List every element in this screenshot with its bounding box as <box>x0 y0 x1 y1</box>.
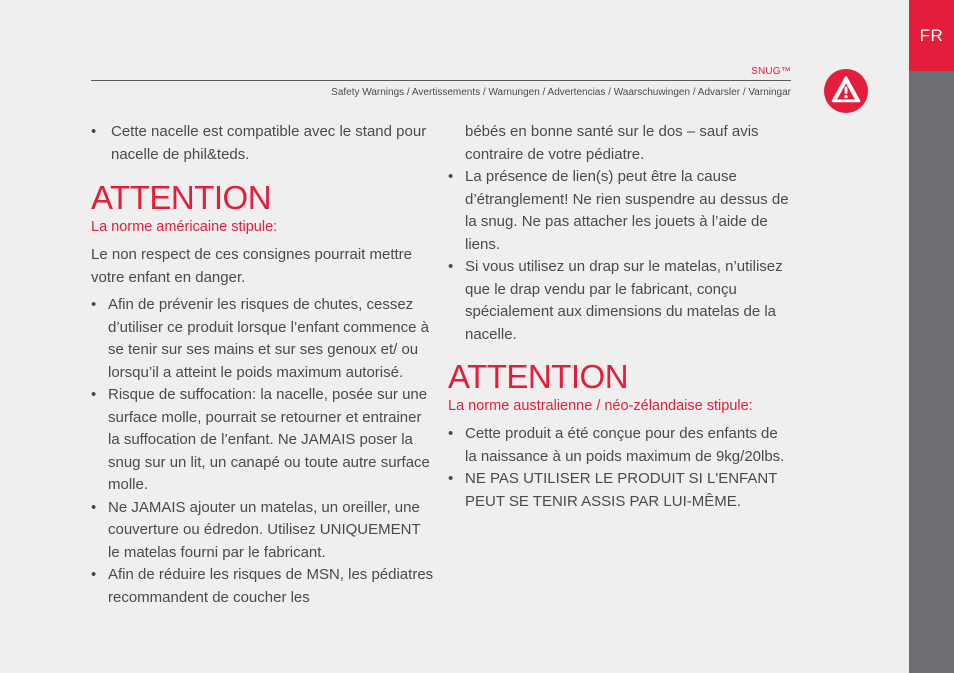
list-item: • La présence de lien(s) peut être la cause d’étranglement! Ne rien suspendre au dessus de la snug. Ne pas attacher les jouets à l’aide de liens. <box>448 166 793 256</box>
intro-list <box>91 121 436 166</box>
list-item: • NE PAS UTILISER LE PRODUIT SI L'ENFANT PEUT SE TENIR ASSIS PAR LUI-MÊME. <box>448 468 793 513</box>
header-subtitle: Safety Warnings / Avertissements / Warnungen / Advertencias / Waarschuwingen / Advarsler / Varningar <box>331 87 791 98</box>
brand-label: SNUG™ <box>751 66 791 77</box>
language-tab-label: FR <box>919 25 944 45</box>
list-item: • Si vous utilisez un drap sur le matelas, n’utilisez que le drap vendu par le fabricant, conçu spécialement aux dimensions du matelas de la nacelle. <box>448 256 793 346</box>
section-heading: ATTENTION <box>91 179 272 216</box>
right-column <box>448 121 793 513</box>
warning-list <box>448 423 793 513</box>
list-item: • Cette nacelle est compatible avec le stand pour nacelle de phil&teds. <box>91 121 436 166</box>
list-item: • Ne JAMAIS ajouter un matelas, un oreiller, une couverture ou édredon. Utilisez UNIQUEMENT le matelas fourni par le fabricant. <box>91 497 436 565</box>
warning-list <box>91 294 436 609</box>
list-item: • Afin de réduire les risques de MSN, les pédiatres recommandent de coucher les <box>91 564 436 609</box>
section-subheading: La norme américaine stipule: <box>91 219 278 235</box>
language-tab[interactable] <box>909 0 954 71</box>
warning-list <box>448 166 793 346</box>
list-item: • Afin de prévenir les risques de chutes, cessez d’utiliser ce produit lorsque l’enfant commence à se tenir sur ses mains et sur ses genoux et/ ou lorsqu’il a atteint le poids maximum autorisé. <box>91 294 436 384</box>
section-subheading: La norme australienne / néo-zélandaise stipule: <box>448 398 753 414</box>
left-column <box>91 121 436 609</box>
header-divider <box>91 80 791 81</box>
continued-text: bébés en bonne santé sur le dos – sauf avis contraire de votre pédiatre. <box>465 123 759 163</box>
intro-paragraph: Le non respect de ces consignes pourrait mettre votre enfant en danger. <box>91 246 413 286</box>
list-item: • Risque de suffocation: la nacelle, posée sur une surface molle, pourrait se retourner et entrainer la suffocation de l’enfant. Ne JAMAIS poser la snug sur un lit, un canapé ou toute autre surface molle. <box>91 384 436 497</box>
side-strip <box>909 0 954 673</box>
section-heading: ATTENTION <box>448 358 629 395</box>
warning-triangle-icon <box>824 69 868 113</box>
list-item: • Cette produit a été conçue pour des enfants de la naissance à un poids maximum de 9kg/20lbs. <box>448 423 793 468</box>
